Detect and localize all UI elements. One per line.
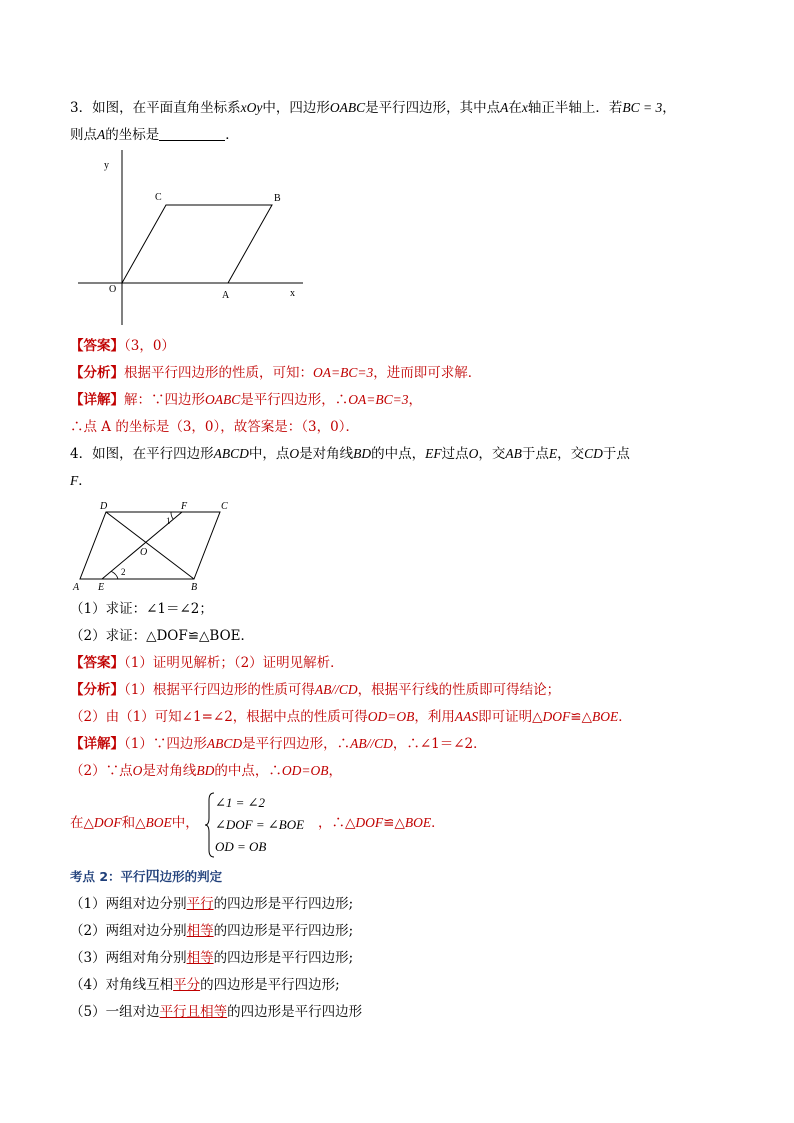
point-d-label: D (100, 501, 108, 512)
point-e-label: E (98, 582, 105, 593)
x-axis-label: x (290, 288, 295, 299)
angle-1-arc (171, 512, 174, 520)
q3-detail-line2: ∴点 A 的坐标是（3，0），故答案是：（3，0）． (70, 419, 359, 435)
q3-figure-coordinate-parallelogram (70, 150, 320, 330)
congruence-conditions (215, 792, 304, 858)
condition-3: OD = OB (215, 839, 267, 854)
q4-answer: 【答案】（1）证明见解析；（2）证明见解析． (70, 655, 344, 671)
q3-detail-line1: 【详解】解：∵四边形OABC是平行四边形，∴OA=BC=3， (70, 392, 422, 408)
angle-1-label: 1 (166, 516, 171, 526)
point-o-label: O (109, 284, 117, 295)
key-point-item: （2）两组对边分别相等的四边形是平行四边形; (70, 923, 354, 939)
parallelogram-oabc (122, 205, 272, 283)
q4-stem-line1: 4．如图，在平行四边形ABCD中，点O是对角线BD的中点，EF过点O，交AB于点E，交CD于点 (70, 446, 630, 462)
q4-number: 4． (70, 446, 93, 462)
diagonal-bd (106, 512, 194, 579)
key-point-2-title: 考点 2：平行四边形的判定 (70, 869, 223, 885)
key-point-item: （4）对角线互相平分的四边形是平行四边形; (70, 977, 340, 993)
q4-detail-conclusion: ，∴△DOF≌△BOE． (318, 815, 445, 831)
point-o-label: O (140, 547, 148, 558)
point-a-label: A (73, 582, 80, 593)
angle-2-arc (112, 572, 119, 580)
q4-figure-parallelogram (70, 497, 240, 594)
q3-stem-line2: 则点A的坐标是 ． (70, 127, 239, 143)
q4-detail-line2: （2）∵点O是对角线BD的中点，∴OD=OB， (70, 763, 342, 779)
point-b-label: B (274, 193, 281, 204)
answer-blank (159, 128, 225, 141)
point-a-label: A (222, 290, 230, 301)
angle-2-label: 2 (121, 567, 126, 577)
condition-1: ∠1 = ∠2 (215, 795, 266, 810)
point-c-label: C (155, 192, 162, 203)
q3-answer: 【答案】（3，0） (70, 338, 175, 354)
point-b-label: B (191, 582, 198, 593)
point-c-label: C (221, 501, 228, 512)
q4-part1: （1）求证：∠1＝∠2； (70, 601, 213, 617)
key-point-item: （5）一组对边平行且相等的四边形是平行四边形 (70, 1004, 363, 1020)
y-axis-label: y (104, 160, 109, 171)
condition-2: ∠DOF = ∠BOE (215, 817, 305, 832)
q4-detail-line3: 在△DOF和△BOE中， (70, 815, 199, 831)
q4-analysis-line1: 【分析】（1）根据平行四边形的性质可得AB//CD，根据平行线的性质即可得结论； (70, 682, 561, 698)
q3-stem-line1: 3．如图，在平面直角坐标系xOy中，四边形OABC是平行四边形，其中点A在x轴正半轴上．若BC = 3， (70, 100, 676, 116)
q4-analysis-line2: （2）由（1）可知∠1=∠2，根据中点的性质可得OD=OB，利用AAS即可证明△DOF≌△BOE． (70, 709, 632, 725)
key-point-item: （1）两组对边分别平行的四边形是平行四边形; (70, 896, 354, 912)
key-point-item: （3）两组对角分别相等的四边形是平行四边形; (70, 950, 354, 966)
point-f-label: F (181, 501, 188, 512)
q4-detail-line1: 【详解】（1）∵四边形ABCD是平行四边形，∴AB//CD，∴∠1＝∠2． (70, 736, 487, 752)
q3-analysis: 【分析】根据平行四边形的性质，可知：OA=BC=3，进而即可求解． (70, 365, 482, 381)
q4-part2: （2）求证：△DOF≌△BOE． (70, 628, 255, 644)
q4-stem-line2: F． (70, 473, 92, 489)
q3-number: 3． (70, 100, 93, 116)
